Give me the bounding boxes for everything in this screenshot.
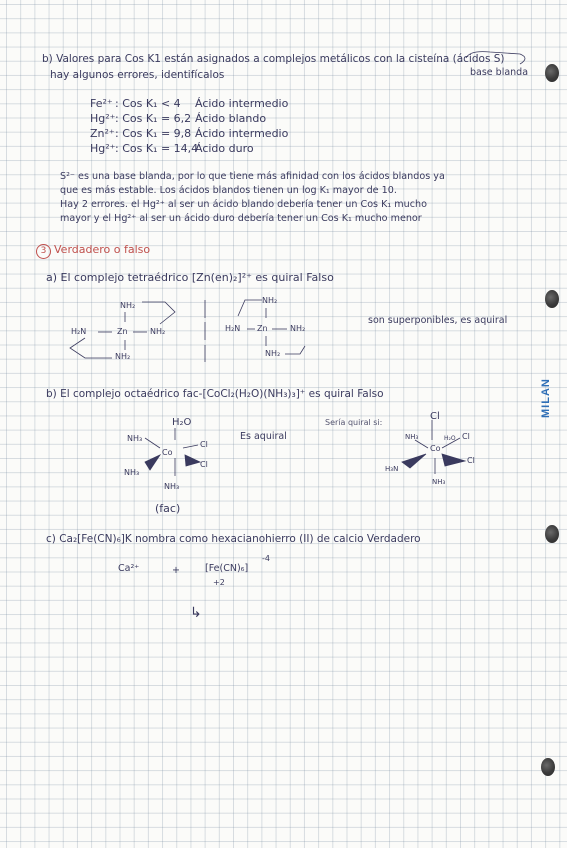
a-right-bottom: NH₂ [265,349,281,358]
b-left-fac: (fac) [155,502,181,515]
a-right-left: H₂N [225,324,241,333]
c-plus: + [172,565,180,576]
c-cation: Ca²⁺ [118,563,140,574]
c-arrow: ↳ [190,605,202,621]
item-a-conclusion: son superponibles, es aquiral [368,315,508,326]
a-right-top: NH₂ [262,296,278,305]
a-left-metal: Zn [117,327,128,336]
b-left-cl-b: Cl [200,460,208,469]
row2-value: : Cos K₁ = 6,2 [115,112,192,125]
b-left-nh3-c: NH₃ [164,482,180,491]
section-b-header-note: base blanda [470,67,529,78]
a-left-bottom: NH₂ [115,352,131,361]
para2-line2: mayor y el Hg²⁺ al ser un ácido duro debería tener un Cos K₁ mucho menor [60,213,422,224]
row2-ion: Hg²⁺ [90,112,116,125]
row3-type: Ácido intermedio [195,127,289,140]
b-left-metal: Co [162,448,173,457]
para1-line1: S²⁻ es una base blanda, por lo que tiene más afinidad con los ácidos blandos ya [60,171,445,182]
row1-type: Ácido intermedio [195,97,289,110]
b-left-nh3-a: NH₃ [127,434,143,443]
item-b-note-right: Sería quiral si: [325,418,383,427]
b-left-nh3-b: NH₃ [124,468,140,477]
row1-ion: Fe²⁺ [90,97,113,110]
section-3-number: 3 [36,244,51,259]
para1-line2: que es más estable. Los ácidos blandos tienen un log K₁ mayor de 10. [60,185,397,196]
a-left-right: NH₂ [150,327,166,336]
b-right-metal: Co [430,444,441,453]
row1-value: : Cos K₁ < 4 [115,97,181,110]
section-b-header-line2: hay algunos errores, identifícalos [50,69,225,81]
row3-value: : Cos K₁ = 9,8 [115,127,192,140]
b-right-nh3-a: NH₃ [405,433,419,441]
b-right-cl-b: Cl [462,432,470,441]
b-right-nh3-b: NH₃ [432,478,446,486]
b-right-cl-c: Cl [467,456,475,465]
item-b-statement: b) El complejo octaédrico fac-[CoCl₂(H₂O)(NH₃)₃]⁺ es quiral Falso [46,388,384,400]
row4-value: : Cos K₁ = 14,4 [115,142,199,155]
a-right-right: NH₂ [290,324,306,333]
c-charge: -4 [262,554,270,563]
row3-ion: Zn²⁺ [90,127,115,140]
row4-ion: Hg²⁺ [90,142,116,155]
brand-logo: MILAN [540,378,552,418]
item-a-statement: a) El complejo tetraédrico [Zn(en)₂]²⁺ es quiral Falso [46,271,334,284]
b-right-h3n: H₃N [385,465,399,473]
a-right-metal: Zn [257,324,268,333]
b-right-cl-top: Cl [430,411,440,422]
b-left-cl-a: Cl [200,440,208,449]
c-ox: +2 [213,578,225,587]
b-left-h2o: H₂O [172,417,192,428]
para2-line1: Hay 2 errores. el Hg²⁺ al ser un ácido blando debería tener un Cos K₁ mucho [60,199,427,210]
section-b-header-line1: b) Valores para Cos K1 están asignados a complejos metálicos con la cisteína (ácidos S) [42,53,505,65]
c-anion: [Fe(CN)₆] [205,563,249,574]
item-b-note-left: Es aquiral [240,431,287,442]
row2-type: Ácido blando [195,112,267,125]
item-c-statement: c) Ca₂[Fe(CN)₆]K nombra como hexacianohierro (II) de calcio Verdadero [46,533,421,545]
section-3-title: Verdadero o falso [54,243,151,256]
a-left-top: NH₂ [120,301,136,310]
b-right-h2o: H₂O [444,435,456,442]
row4-type: Ácido duro [195,142,254,155]
a-left-left: H₂N [71,327,87,336]
